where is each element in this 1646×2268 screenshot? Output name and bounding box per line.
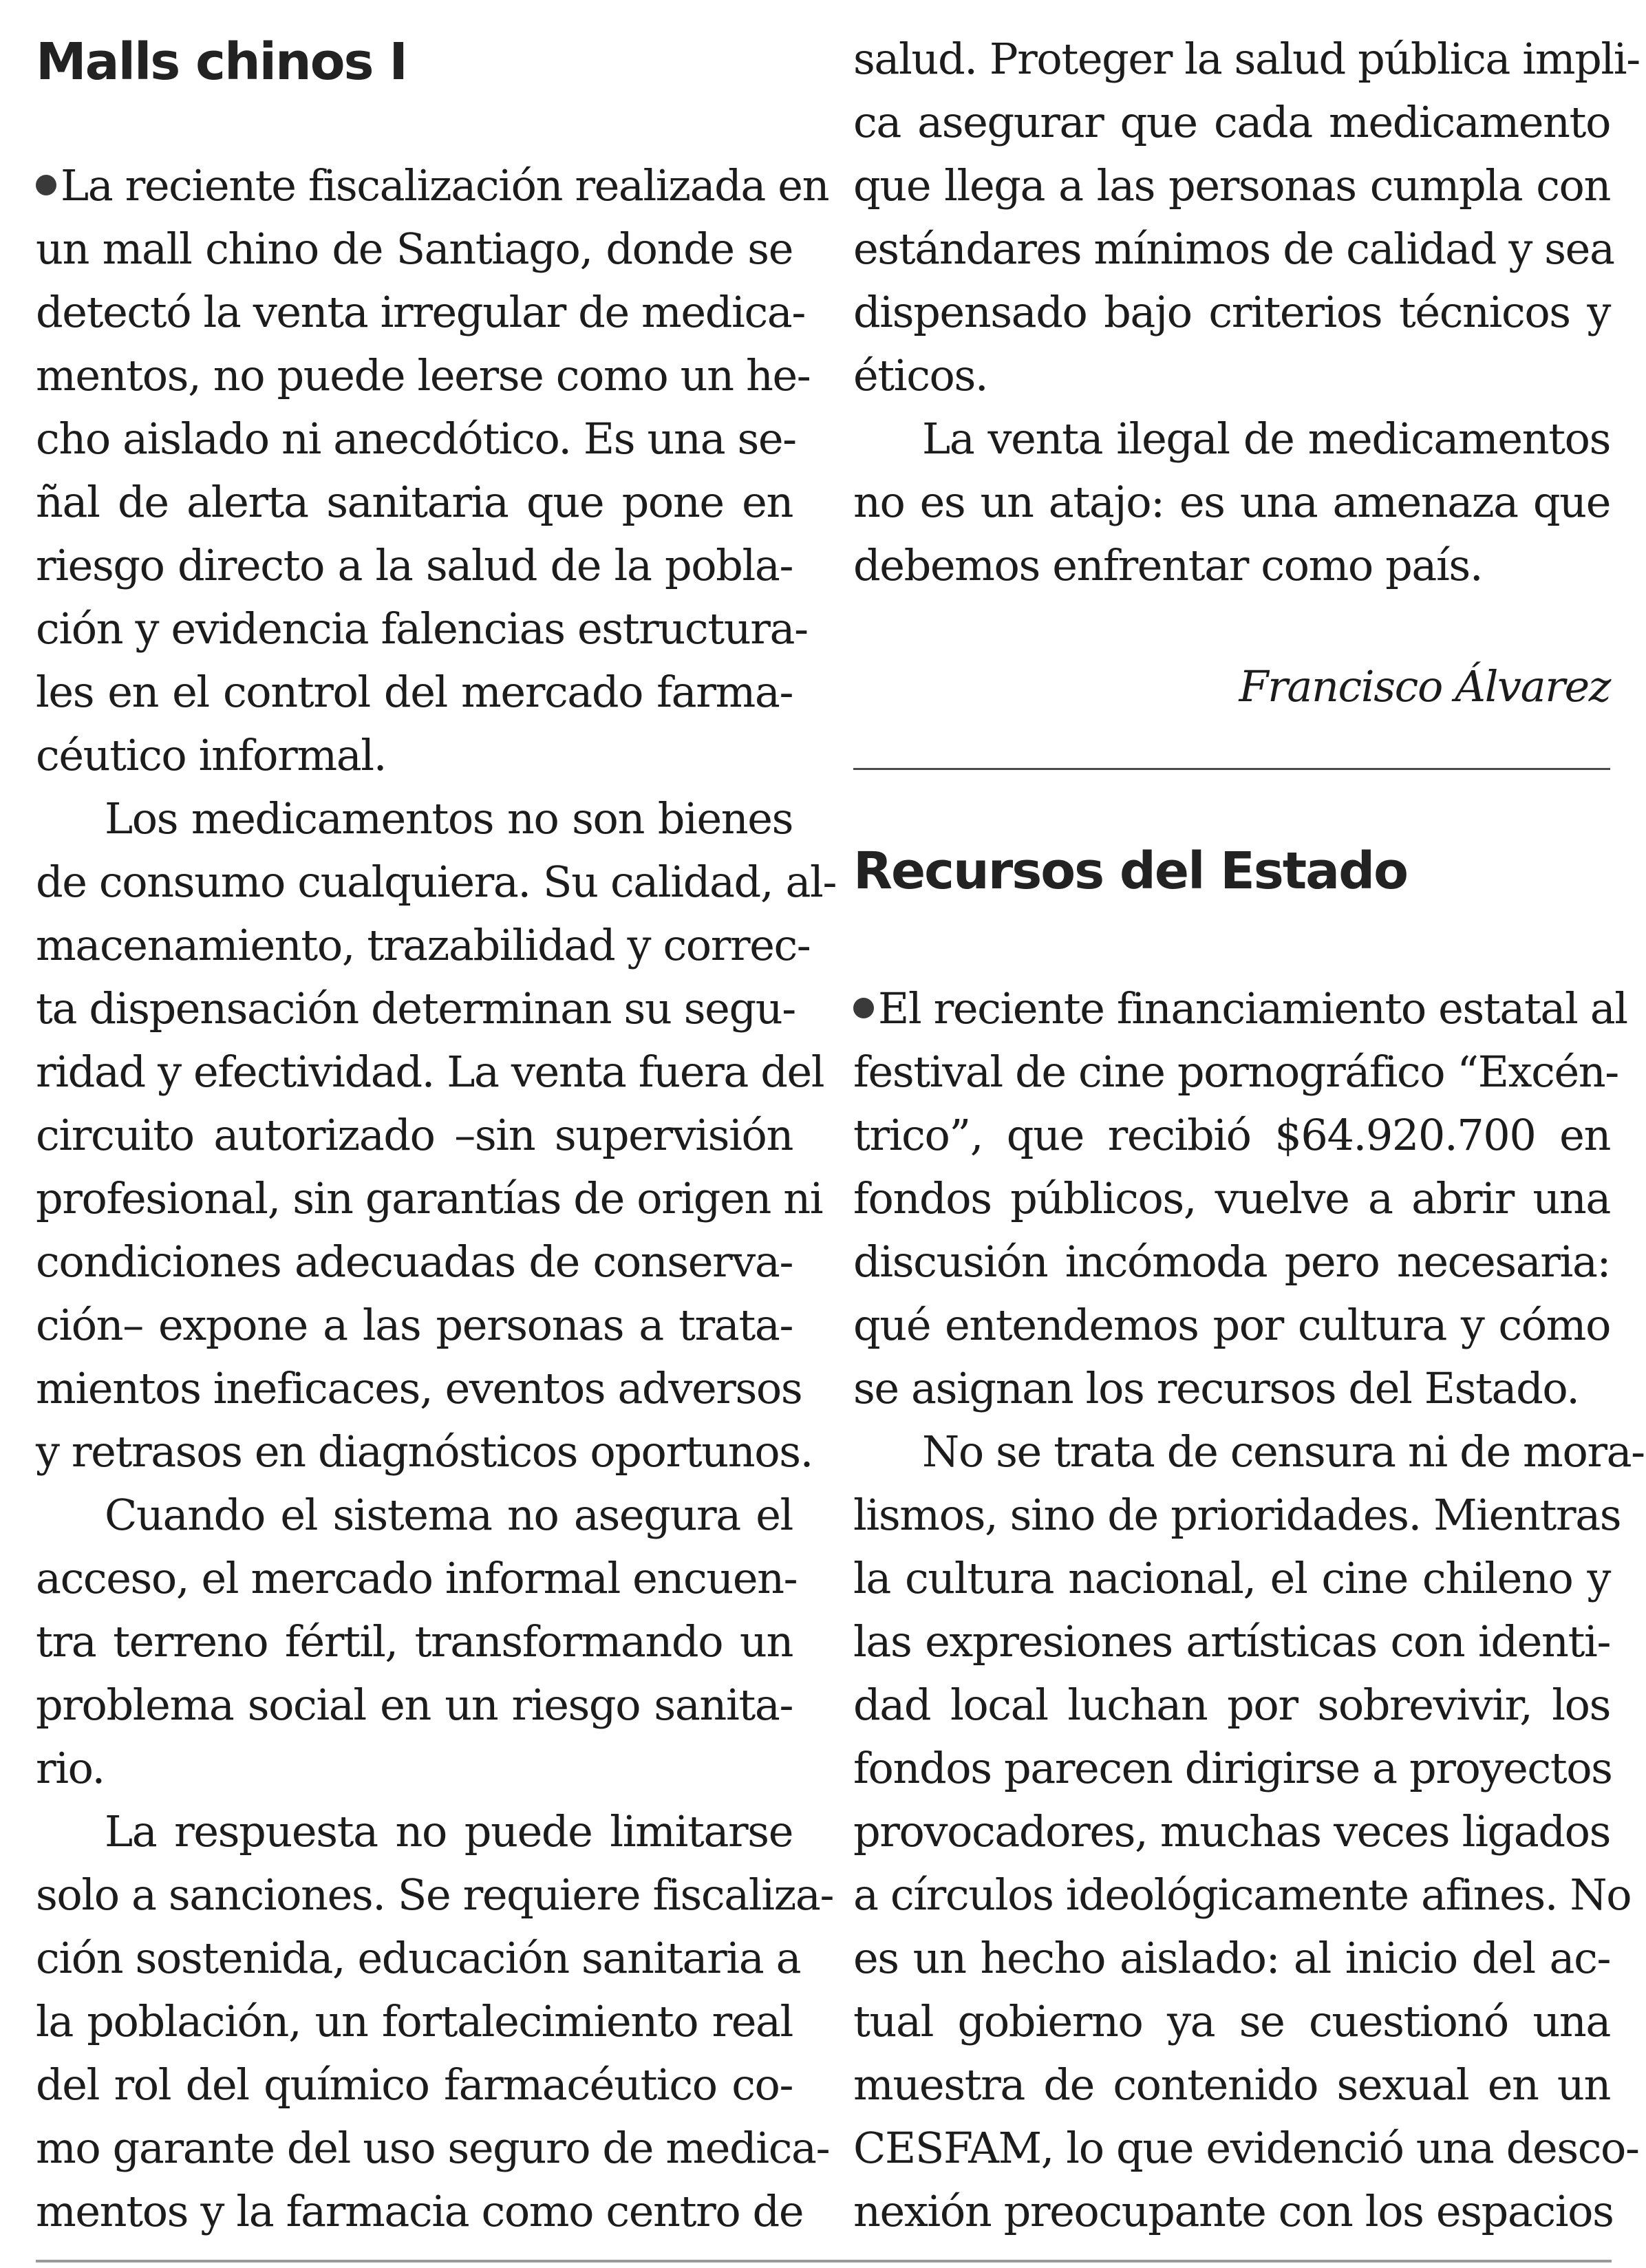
paragraph-line: La respuesta no puede limitarse: [105, 1806, 793, 1857]
paragraph-line: provocadores, muchas veces ligados: [853, 1806, 1610, 1857]
paragraph-line: Cuando el sistema no asegura el: [105, 1490, 793, 1540]
paragraph-line: a círculos ideológicamente afines. No: [853, 1870, 1632, 1920]
paragraph-line: ción– expone a las personas a trata-: [36, 1300, 793, 1350]
paragraph-line: cho aislado ni anecdótico. Es una se-: [36, 414, 796, 464]
paragraph-line: dad local luchan por sobrevivir, los: [853, 1680, 1610, 1730]
bottom-divider: [36, 2260, 1612, 2262]
paragraph-line: No se trata de censura ni de mora-: [922, 1426, 1645, 1477]
paragraph-line: les en el control del mercado farma-: [36, 667, 793, 717]
paragraph-line: festival de cine pornográfico “Excén-: [853, 1047, 1618, 1097]
bullet-icon: [36, 175, 56, 195]
paragraph-line: la cultura nacional, el cine chileno y: [853, 1553, 1610, 1603]
paragraph-line: muestra de contenido sexual en un: [853, 2060, 1610, 2110]
paragraph-line: acceso, el mercado informal encuen-: [36, 1553, 798, 1603]
paragraph-line: circuito autorizado –sin supervisión: [36, 1110, 793, 1160]
paragraph-line: profesional, sin garantías de origen ni: [36, 1173, 823, 1223]
paragraph-line: CESFAM, lo que evidenció una desco-: [853, 2123, 1639, 2173]
section-divider: [853, 768, 1610, 770]
paragraph-line: detectó la venta irregular de medica-: [36, 287, 805, 337]
paragraph-line: salud. Proteger la salud pública impli-: [853, 34, 1640, 84]
paragraph-line: La venta ilegal de medicamentos: [922, 414, 1610, 464]
paragraph-line: lismos, sino de prioridades. Mientras: [853, 1490, 1621, 1540]
paragraph-line: mientos ineficaces, eventos adversos: [36, 1363, 802, 1413]
paragraph-line: riesgo directo a la salud de la pobla-: [36, 540, 793, 590]
paragraph-line: Los medicamentos no son bienes: [105, 793, 793, 844]
paragraph-line: del rol del químico farmacéutico co-: [36, 2060, 793, 2110]
paragraph-line: un mall chino de Santiago, donde se: [36, 224, 793, 274]
paragraph-line: ción y evidencia falencias estructura-: [36, 603, 808, 654]
paragraph-line: discusión incómoda pero necesaria:: [853, 1237, 1610, 1287]
paragraph-line: La reciente fiscalización realizada en: [36, 154, 793, 217]
paragraph-line: nexión preocupante con los espacios: [853, 2186, 1614, 2236]
paragraph-line: solo a sanciones. Se requiere fiscaliza-: [36, 1870, 834, 1920]
paragraph-line: estándares mínimos de calidad y sea: [853, 224, 1614, 274]
paragraph-line: ñal de alerta sanitaria que pone en: [36, 477, 793, 527]
paragraph-line: no es un atajo: es una amenaza que: [853, 477, 1610, 527]
paragraph-line: problema social en un riesgo sanita-: [36, 1680, 793, 1730]
paragraph-line: ridad y efectividad. La venta fuera del: [36, 1047, 824, 1097]
paragraph-line: que llega a las personas cumpla con: [853, 160, 1610, 211]
paragraph-line: macenamiento, trazabilidad y correc-: [36, 920, 811, 970]
paragraph-line: y retrasos en diagnósticos oportunos.: [36, 1426, 813, 1477]
paragraph-line: se asignan los recursos del Estado.: [853, 1363, 1579, 1413]
paragraph-line: trico”, que recibió $64.920.700 en: [853, 1110, 1610, 1160]
paragraph-line: es un hecho aislado: al inicio del ac-: [853, 1933, 1610, 1983]
author-signature: Francisco Álvarez: [1239, 661, 1610, 712]
paragraph-line: tual gobierno ya se cuestionó una: [853, 1996, 1610, 2046]
paragraph-line: debemos enfrentar como país.: [853, 540, 1483, 590]
paragraph-line: rio.: [36, 1743, 105, 1793]
paragraph-line: éticos.: [853, 350, 988, 400]
paragraph-line: condiciones adecuadas de conserva-: [36, 1237, 793, 1287]
paragraph-line: la población, un fortalecimiento real: [36, 1996, 793, 2046]
paragraph-line: ta dispensación determinan su segu-: [36, 983, 795, 1034]
paragraph-line: El reciente financiamiento estatal al: [853, 977, 1610, 1040]
paragraph-line: fondos parecen dirigirse a proyectos: [853, 1743, 1612, 1793]
letter-heading: Recursos del Estado: [853, 842, 1407, 901]
paragraph-line: mentos y la farmacia como centro de: [36, 2186, 804, 2236]
paragraph-line: qué entendemos por cultura y cómo: [853, 1300, 1610, 1350]
paragraph-line: dispensado bajo criterios técnicos y: [853, 287, 1610, 337]
letter-heading: Malls chinos I: [36, 32, 407, 92]
paragraph-line: ción sostenida, educación sanitaria a: [36, 1933, 801, 1983]
paragraph-line: mentos, no puede leerse como un he-: [36, 350, 811, 400]
paragraph-line: mo garante del uso seguro de medica-: [36, 2123, 830, 2173]
paragraph-line: fondos públicos, vuelve a abrir una: [853, 1173, 1610, 1223]
bullet-icon: [853, 998, 874, 1018]
paragraph-line: las expresiones artísticas con identi-: [853, 1616, 1610, 1667]
paragraph-line: ca asegurar que cada medicamento: [853, 97, 1610, 147]
paragraph-line: de consumo cualquiera. Su calidad, al-: [36, 857, 837, 907]
paragraph-line: céutico informal.: [36, 730, 387, 780]
paragraph-line: tra terreno fértil, transformando un: [36, 1616, 793, 1667]
